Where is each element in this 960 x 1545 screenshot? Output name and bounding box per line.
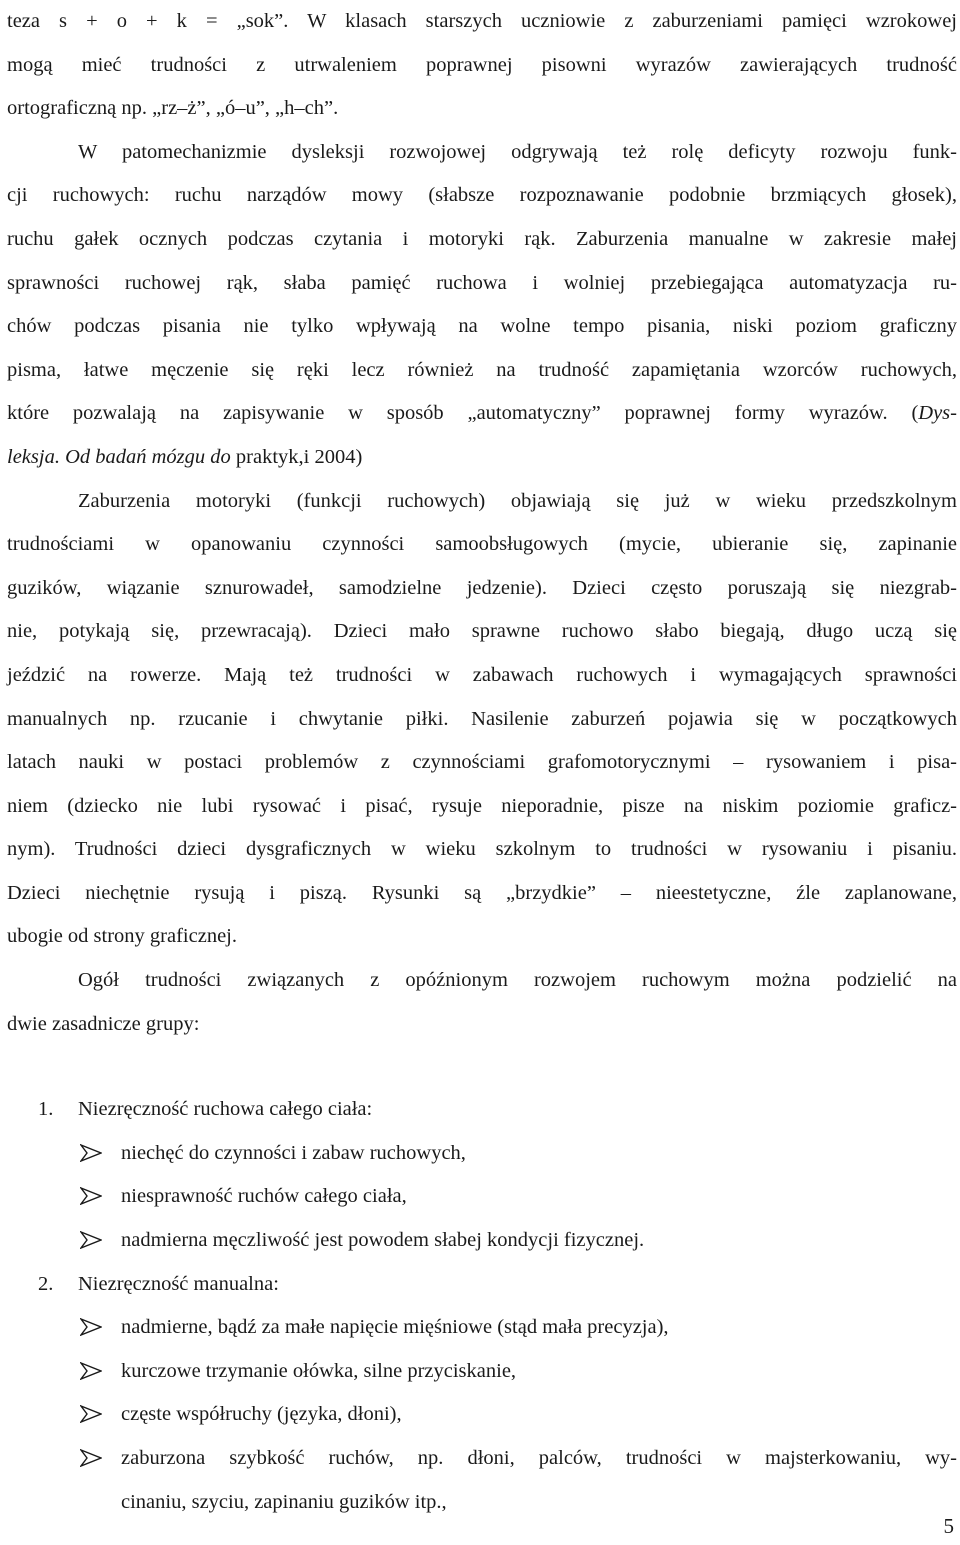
arrow-bullet-icon: [80, 1144, 102, 1162]
arrow-bullet-icon: [80, 1362, 102, 1380]
text-line: [7, 392, 957, 436]
bullet-item: [7, 1132, 957, 1176]
citation-title: Dys-: [918, 402, 957, 425]
bullet-text: niesprawność ruchów całego ciała,: [121, 1185, 407, 1208]
paragraph-dyslexia-motor: [7, 131, 957, 480]
text-line: ortograficzną np. „rz–ż”, „ó–u”, „h–ch”.: [7, 97, 339, 120]
text-line: Dzieci niechętnie rysują i piszą. Rysunki są „brzydkie” – nieestetyczne, źle zaplanowane,: [7, 881, 957, 904]
text-line: mogą mieć trudności z utrwaleniem poprawnej pisowni wyrazów zawierających trudność: [7, 53, 957, 76]
bullet-text: nadmierna męczliwość jest powodem słabej kondycji fizycznej.: [121, 1229, 645, 1252]
text-line: niem (dziecko nie lubi rysować i pisać, rysuje nieporadnie, pisze na niskim poziomie graficz-: [7, 794, 957, 817]
bullet-text: zaburzona szybkość ruchów, np. dłoni, palców, trudności w majsterkowaniu, wy-: [121, 1447, 957, 1469]
list-item-1: [7, 1088, 957, 1132]
citation-title: leksja. Od badań mózgu do: [7, 445, 231, 468]
bullet-item: [7, 1350, 957, 1394]
text-line: Zaburzenia motoryki (funkcji ruchowych) objawiają się już w wieku przedszkolnym: [78, 489, 957, 512]
citation-source: praktyk,i 2004): [230, 445, 363, 468]
bullet-item: [7, 1175, 957, 1219]
text-line: chów podczas pisania nie tylko wpływają na wolne tempo pisania, niski poziom graficzny: [7, 315, 957, 338]
bullet-item: [7, 1306, 957, 1350]
document-page: [7, 0, 957, 1524]
list-item-title: Niezręczność ruchowa całego ciała:: [78, 1098, 373, 1121]
text-line: pisma, łatwe męczenie się ręki lecz również na trudność zapamiętania wzorców ruchowych,: [7, 358, 957, 381]
text-line: ruchu gałek ocznych podczas czytania i motoryki rąk. Zaburzenia manualne w zakresie małej: [7, 227, 957, 250]
bullet-text: kurczowe trzymanie ołówka, silne przyciskanie,: [121, 1359, 517, 1382]
numbered-list: [7, 1088, 957, 1524]
text-line: latach nauki w postaci problemów z czynnościami grafomotorycznymi – rysowaniem i pisa-: [7, 751, 957, 774]
arrow-bullet-icon: [80, 1318, 102, 1336]
bullet-text: nadmierne, bądź za małe napięcie mięśniowe (stąd mała precyzja),: [121, 1316, 669, 1339]
list-item-title: Niezręczność manualna:: [78, 1272, 279, 1295]
bullet-item: [7, 1219, 957, 1263]
bullet-text: niechęć do czynności i zabaw ruchowych,: [121, 1141, 466, 1164]
text-line: manualnych np. rzucanie i chwytanie piłki. Nasilenie zaburzeń pojawia się w początkowych: [7, 707, 957, 730]
text-line: W patomechanizmie dysleksji rozwojowej odgrywają też rolę deficyty rozwoju funk-: [78, 140, 957, 163]
arrow-bullet-icon: [80, 1405, 102, 1423]
paragraph-groups-intro: [7, 959, 957, 1046]
text-line: jeździć na rowerze. Mają też trudności w zabawach ruchowych i wymagających sprawności: [7, 663, 957, 686]
arrow-bullet-icon: [80, 1187, 102, 1205]
text-segment: które pozwalają na zapisywanie w sposób „automatyczny” poprawnej formy wyrazów. (: [7, 402, 919, 425]
spacer: [7, 1046, 957, 1088]
text-line: ubogie od strony graficznej.: [7, 925, 237, 948]
text-line: dwie zasadnicze grupy:: [7, 1012, 200, 1035]
list-item-2: [7, 1263, 957, 1307]
page-number: 5: [943, 1514, 954, 1538]
text-line: cji ruchowych: ruchu narządów mowy (słabsze rozpoznawanie podobnie brzmiących głosek),: [7, 184, 957, 207]
bullet-text: częste współruchy (języka, dłoni),: [121, 1403, 402, 1426]
bullet-item: [7, 1393, 957, 1437]
text-line: sprawności ruchowej rąk, słaba pamięć ruchowa i wolniej przebiegająca automatyzacja ru-: [7, 271, 957, 294]
text-line: [7, 436, 957, 480]
list-number: 2.: [38, 1272, 54, 1295]
text-line: nie, potykają się, przewracają). Dzieci mało sprawne ruchowo słabo biegają, długo uczą się: [7, 620, 957, 643]
text-line: teza s + o + k = „sok”. W klasach starszych uczniowie z zaburzeniami pamięci wzrokowej: [7, 10, 957, 32]
bullet-item: [7, 1437, 957, 1481]
paragraph-continuation: [7, 0, 957, 131]
text-line: nym). Trudności dzieci dysgraficznych w wieku szkolnym to trudności w rysowaniu i pisaniu.: [7, 838, 957, 861]
paragraph-motor-disorders: [7, 480, 957, 960]
text-line: trudnościami w opanowaniu czynności samoobsługowych (mycie, ubieranie się, zapinanie: [7, 533, 957, 556]
text-line: Ogół trudności związanych z opóźnionym rozwojem ruchowym można podzielić na: [78, 969, 957, 992]
list-number: 1.: [38, 1098, 54, 1121]
arrow-bullet-icon: [80, 1449, 102, 1467]
bullet-continuation: cinaniu, szyciu, zapinaniu guzików itp.,: [121, 1490, 447, 1513]
text-line: guzików, wiązanie sznurowadeł, samodzielne jedzenie). Dzieci często poruszają się niezgrab-: [7, 576, 957, 599]
arrow-bullet-icon: [80, 1231, 102, 1249]
